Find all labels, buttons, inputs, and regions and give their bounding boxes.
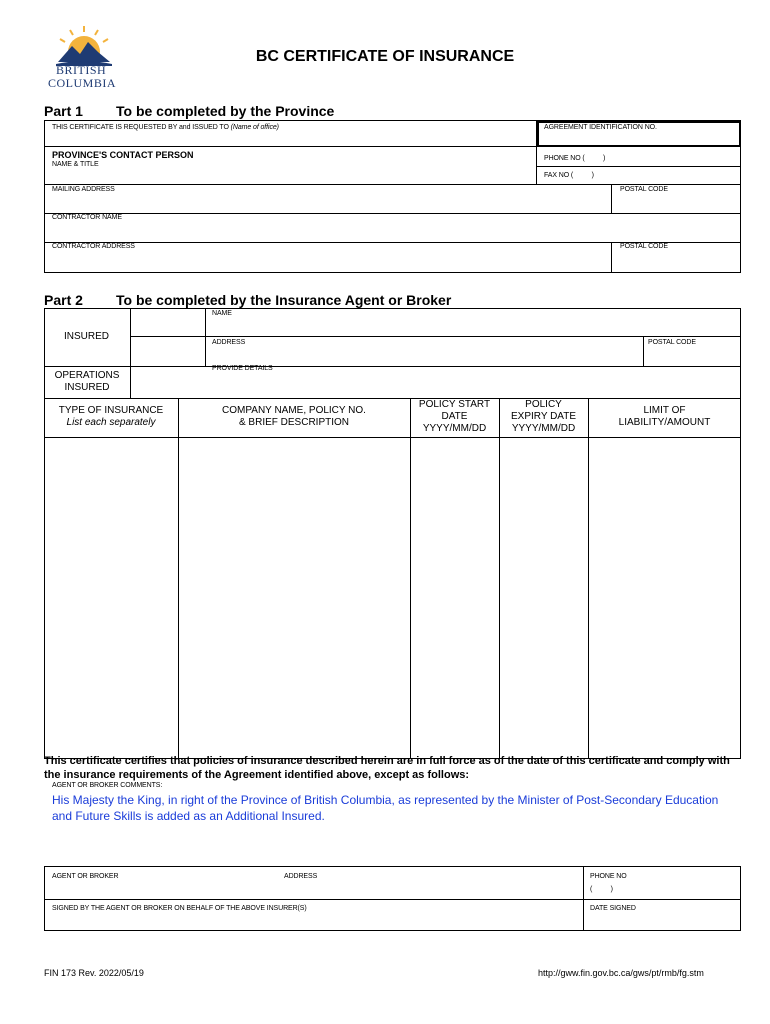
contact-heading: PROVINCE'S CONTACT PERSON	[52, 150, 194, 160]
logo-line1: BRITISH	[56, 63, 107, 77]
operations-line1: OPERATIONS	[54, 370, 120, 381]
agent-phone-parens: ( )	[590, 886, 613, 893]
limit-amount-field[interactable]	[590, 439, 739, 757]
provide-details-label: PROVIDE DETAILS	[212, 365, 273, 372]
name-title-field[interactable]	[46, 170, 534, 183]
policy-start-field[interactable]	[412, 439, 498, 757]
certification-text: This certificate certifies that policies of insurance described herein are in full force as of the date of this certificate and comply with the insurance requirements of the Agreement identified above, except as follows:	[44, 755, 730, 781]
agent-broker-field[interactable]	[46, 882, 276, 898]
postal-code-label: POSTAL CODE	[620, 186, 668, 193]
signed-by-label: SIGNED BY THE AGENT OR BROKER ON BEHALF OF THE ABOVE INSURER(S)	[52, 905, 307, 912]
date-signed-label: DATE SIGNED	[590, 905, 636, 912]
requested-by-field[interactable]	[46, 133, 534, 145]
col-limit-line1: LIMIT OF	[643, 405, 686, 416]
part2-number: Part 2	[44, 292, 83, 308]
fax-label: FAX NO ( )	[544, 172, 594, 179]
page-title: BC CERTIFICATE OF INSURANCE	[255, 48, 515, 65]
type-of-insurance-field[interactable]	[46, 439, 177, 757]
col-expiry-line3: YYYY/MM/DD	[511, 423, 576, 434]
agent-phone-label: PHONE NO	[590, 873, 627, 880]
postal-code-field[interactable]	[613, 196, 739, 212]
phone-label: PHONE NO ( )	[544, 155, 606, 162]
agreement-id-field[interactable]	[540, 133, 738, 145]
col-start-line1: POLICY START	[418, 399, 491, 410]
part1-heading: To be completed by the Province	[116, 103, 335, 119]
operations-line2: INSURED	[64, 382, 110, 393]
signature-field[interactable]	[46, 914, 581, 930]
insured-name-label: NAME	[212, 310, 232, 317]
contractor-address-field[interactable]	[46, 253, 609, 271]
insured-label: INSURED	[64, 331, 110, 342]
contractor-postal-field[interactable]	[613, 253, 739, 271]
agent-broker-label: AGENT OR BROKER	[52, 873, 119, 880]
agent-address-label: ADDRESS	[284, 873, 318, 880]
col-type-line1: TYPE OF INSURANCE	[58, 405, 164, 416]
contractor-postal-label: POSTAL CODE	[620, 243, 668, 250]
comments-label: AGENT OR BROKER COMMENTS:	[52, 782, 163, 789]
part2-heading: To be completed by the Insurance Agent or Broker	[116, 292, 452, 308]
company-policy-field[interactable]	[180, 439, 409, 757]
contractor-name-field[interactable]	[46, 224, 739, 241]
requested-by-label: THIS CERTIFICATE IS REQUESTED BY and ISSUED TO	[52, 124, 229, 131]
requested-by-italic: (Name of office)	[230, 124, 279, 131]
comments-text[interactable]: His Majesty the King, in right of the Province of British Columbia, as represented by the Minister of Post-Secondary Education and Future Skills is added as an Additional Insured.	[52, 793, 719, 823]
col-type-line2: List each separately	[66, 417, 156, 428]
col-start-line2: DATE	[441, 411, 468, 422]
form-id: FIN 173 Rev. 2022/05/19	[44, 968, 144, 978]
insured-name-field[interactable]	[207, 319, 739, 335]
contractor-name-label: CONTRACTOR NAME	[52, 214, 122, 221]
name-title-label: NAME & TITLE	[52, 161, 99, 168]
col-expiry-line1: POLICY	[525, 399, 562, 410]
insured-address-label: ADDRESS	[212, 339, 246, 346]
col-start-line3: YYYY/MM/DD	[422, 423, 487, 434]
operations-details-field[interactable]	[132, 375, 739, 397]
logo-line2: COLUMBIA	[48, 76, 117, 90]
col-company-line1: COMPANY NAME, POLICY NO.	[222, 405, 366, 416]
mailing-address-label: MAILING ADDRESS	[52, 186, 115, 193]
insured-address-field[interactable]	[207, 348, 641, 365]
agreement-id-label: AGREEMENT IDENTIFICATION NO.	[544, 124, 657, 131]
agent-address-field[interactable]	[280, 882, 580, 898]
footer-url[interactable]: http://gww.fin.gov.bc.ca/gws/pt/rmb/fg.stm	[538, 968, 704, 978]
part1-number: Part 1	[44, 103, 83, 119]
policy-expiry-field[interactable]	[501, 439, 587, 757]
insured-postal-field[interactable]	[645, 348, 739, 365]
contractor-address-label: CONTRACTOR ADDRESS	[52, 243, 135, 250]
col-company-line2: & BRIEF DESCRIPTION	[238, 417, 349, 428]
insured-postal-label: POSTAL CODE	[648, 339, 696, 346]
col-limit-line2: LIABILITY/AMOUNT	[618, 417, 711, 428]
col-expiry-line2: EXPIRY DATE	[510, 411, 577, 422]
mailing-address-field[interactable]	[46, 196, 609, 212]
date-signed-field[interactable]	[586, 914, 739, 930]
